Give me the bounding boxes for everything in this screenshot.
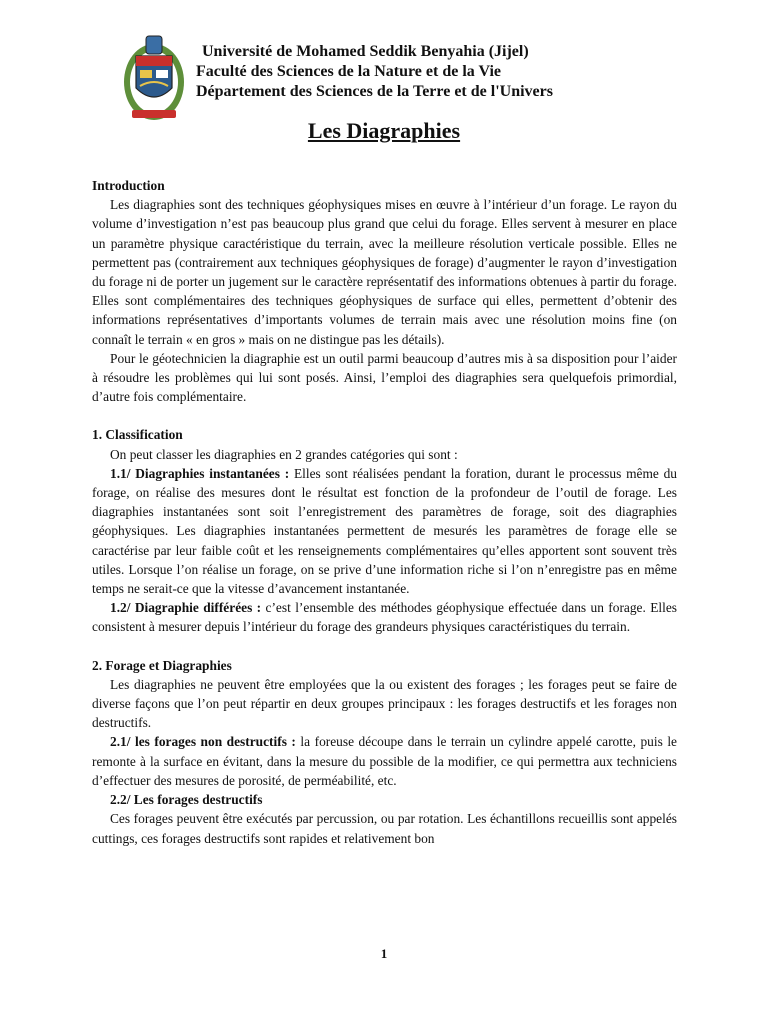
paragraph: Ces forages peuvent être exécutés par percussion, ou par rotation. Les échantillons recueillis sont appelés cuttings, ces forages destructifs sont rapides et relativement bon: [92, 811, 677, 846]
subsection-label: 2.2/ Les forages destructifs: [110, 792, 263, 808]
section-heading-forage: 2. Forage et Diagraphies: [92, 657, 232, 673]
subsection-label: 1.2/ Diagraphie différées :: [110, 600, 262, 616]
page-number: 1: [380, 946, 388, 961]
subsection-label: 2.1/ les forages non destructifs :: [110, 734, 296, 750]
section-heading-classification: 1. Classification: [92, 427, 183, 443]
institution-header: [196, 42, 716, 102]
faculty-name: Faculté des Sciences de la Nature et de la Vie: [196, 63, 501, 80]
department-name: Département des Sciences de la Terre et de l'Univers: [196, 83, 553, 100]
paragraph: Les diagraphies sont des techniques géophysiques mises en œuvre à l’intérieur d’un forage. Le rayon du volume d’investigation n’est pas beaucoup plus grand que celui du forage. Elles servent à mesurer en place un paramètre physique caractéristique du terrain, avec la meilleure résolution verticale possible. Elles ne permettent pas (contrairement aux techniques géophysiques de forage) d’augmenter le rayon d’investigation du forage ni de porter un jugement sur le caractère représentatif des informations obtenues à partir du forage. Elles sont complémentaires des techniques géophysiques de surface qui elles, permettent d’obtenir des informations représentatives d’importants volumes de terrain mais avec une résolution moins fine (on connaît le terrain « en gros » mais on ne distingue pas les détails).: [92, 197, 677, 347]
subsection-label: 1.1/ Diagraphies instantanées :: [110, 465, 290, 481]
section-heading-introduction: Introduction: [92, 178, 165, 193]
crest-top: [146, 36, 162, 54]
paragraph: [92, 464, 677, 598]
crest-ribbon: [132, 110, 176, 118]
document-body: [92, 176, 677, 848]
subsection-text: la foreuse découpe dans le terrain un cylindre appelé carotte, puis le remonte à la surface en évitant, dans la mesure du possible de la modifier, ce qui permettra aux techniciens d’effectuer des mesures de porosité, de perméabilité, etc.: [92, 734, 678, 788]
document-title: Les Diagraphies: [307, 118, 461, 143]
paragraph: On peut classer les diagraphies en 2 grandes catégories qui sont :: [110, 446, 458, 462]
subsection-text: c’est l’ensemble des méthodes géophysique effectuée dans un forage. Elles consistent à mesurer depuis l’intérieur du forage des grandeurs physiques caractéristiques du terrain.: [92, 600, 677, 635]
paragraph: [92, 598, 677, 636]
paragraph: Pour le géotechnicien la diagraphie est un outil parmi beaucoup d’autres mis à sa disposition pour l’aider à résoudre les problèmes qui lui sont posés. Ainsi, l’emploi des diagraphies sera quelquefois primordial, d’autre fois complémentaire.: [92, 350, 677, 405]
subsection-text: Elles sont réalisées pendant la foration, durant le processus même du forage, on réalise des mesures dont le résultat est fonction de la profondeur de l’outil de forage. Les diagraphies instantanées sont soit l’enregistrement des paramètres de forage, soit des diagraphies géophysiques. Les diagraphies instantanées permettent de mesurés les paramètres de forage elle se caractérise par leur faible coût et les renseignements complémentaires qu’elles apportent sont souvent très utiles. Lorsque l’on réalise un forage, on se prive d’une information riche si l’on n’enregistre pas en même temps ne serait-ce que la vitesse d’avancement instantanée.: [92, 465, 677, 597]
paragraph: [92, 732, 677, 790]
paragraph: [92, 790, 677, 809]
paragraph: Les diagraphies ne peuvent être employées que la ou existent des forages ; les forages peut se faire de diverse façons que l’on peut répartir en deux groupes principaux : les forages destructifs et les forages non destructifs.: [92, 676, 677, 731]
university-logo: [120, 30, 188, 124]
university-name: Université de Mohamed Seddik Benyahia (Jijel): [202, 43, 529, 60]
